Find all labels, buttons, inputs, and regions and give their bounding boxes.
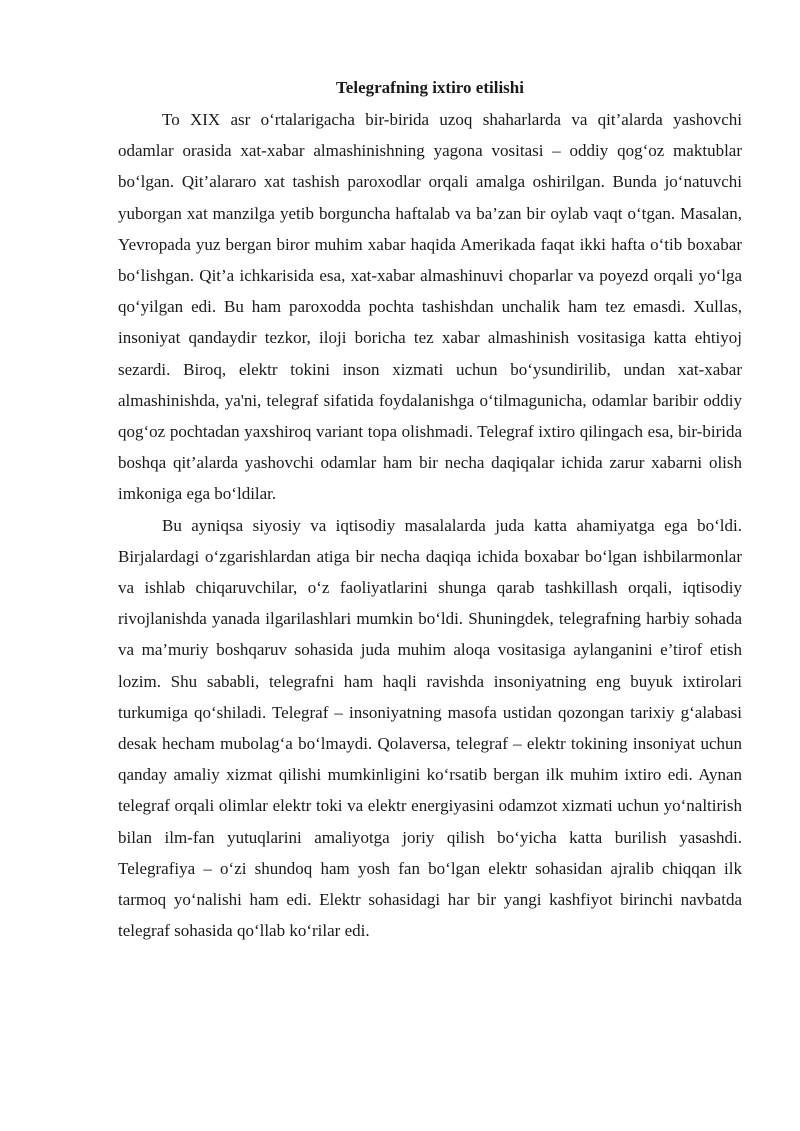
paragraph-1: To XIX asr o‘rtalarigacha bir-birida uzoq shaharlarda va qit’alarda yashovchi odamlar orasida xat-xabar almashinishning yagona vositasi – oddiy qog‘oz maktublar bo‘lgan. Qit’alararo xat tashish paroxodlar orqali amalga oshirilgan. Bunda jo‘natuvchi yuborgan xat manzilga yetib borguncha haftalab va ba’zan bir oylab vaqt o‘tgan. Masalan, Yevropada yuz bergan biror muhim xabar haqida Amerikada faqat ikki hafta o‘tib boxabar bo‘lishgan. Qit’a ichkarisida esa, xat-xabar almashinuvi choparlar va poyezd orqali yo‘lga qo‘yilgan edi. Bu ham paroxodda pochta tashishdan unchalik ham tez emasdi. Xullas, insoniyat qandaydir tezkor, iloji boricha tez xabar almashinish vositasiga katta ehtiyoj sezardi. Biroq, elektr tokini inson xizmati uchun bo‘ysundirilib, undan xat-xabar almashinishda, ya'ni, telegraf sifatida foydalanishga o‘tilmagunicha, odamlar baribir oddiy qog‘oz pochtadan yaxshiroq variant topa olishmadi. Telegraf ixtiro qilingach esa, bir-birida boshqa qit’alarda yashovchi odamlar ham bir necha daqiqalar ichida zarur xabarni olish imkoniga ega bo‘ldilar. bbox=[118, 110, 742, 504]
document-body bbox=[118, 74, 742, 946]
paragraph-2: Bu ayniqsa siyosiy va iqtisodiy masalalarda juda katta ahamiyatga ega bo‘ldi. Birjalardagi o‘zgarishlardan atiga bir necha daqiqa ichida boxabar bo‘lgan ishbilarmonlar va ishlab chiqaruvchilar, o‘z faoliyatlarini shunga qarab tashkillash orqali, iqtisodiy rivojlanishda yanada ilgarilashlari mumkin bo‘ldi. Shuningdek, telegrafning harbiy sohada va ma’muriy boshqaruv sohasida juda muhim aloqa vositasiga aylanganini e’tirof etish lozim. Shu sababli, telegrafni ham haqli ravishda insoniyatning eng buyuk ixtirolari turkumiga qo‘shiladi. Telegraf – insoniyatning masofa ustidan qozongan tarixiy g‘alabasi desak hecham mubolag‘a bo‘lmaydi. Qolaversa, telegraf – elektr tokining insoniyat uchun qanday amaliy xizmat qilishi mumkinligini ko‘rsatib bergan ilk muhim ixtiro edi. Aynan telegraf orqali olimlar elektr toki va elektr energiyasini odamzot xizmati uchun yo‘naltirish bilan ilm-fan yutuqlarini amaliyotga joriy qilish bo‘yicha katta burilish yasashdi. Telegrafiya – o‘zi shundoq ham yosh fan bo‘lgan elektr sohasidan ajralib chiqqan ilk tarmoq yo‘nalishi ham edi. Elektr sohasidagi har bir yangi kashfiyot birinchi navbatda telegraf sohasida qo‘llab ko‘rilar edi. bbox=[118, 515, 742, 941]
document-title: Telegrafning ixtiro etilishi bbox=[336, 78, 524, 97]
